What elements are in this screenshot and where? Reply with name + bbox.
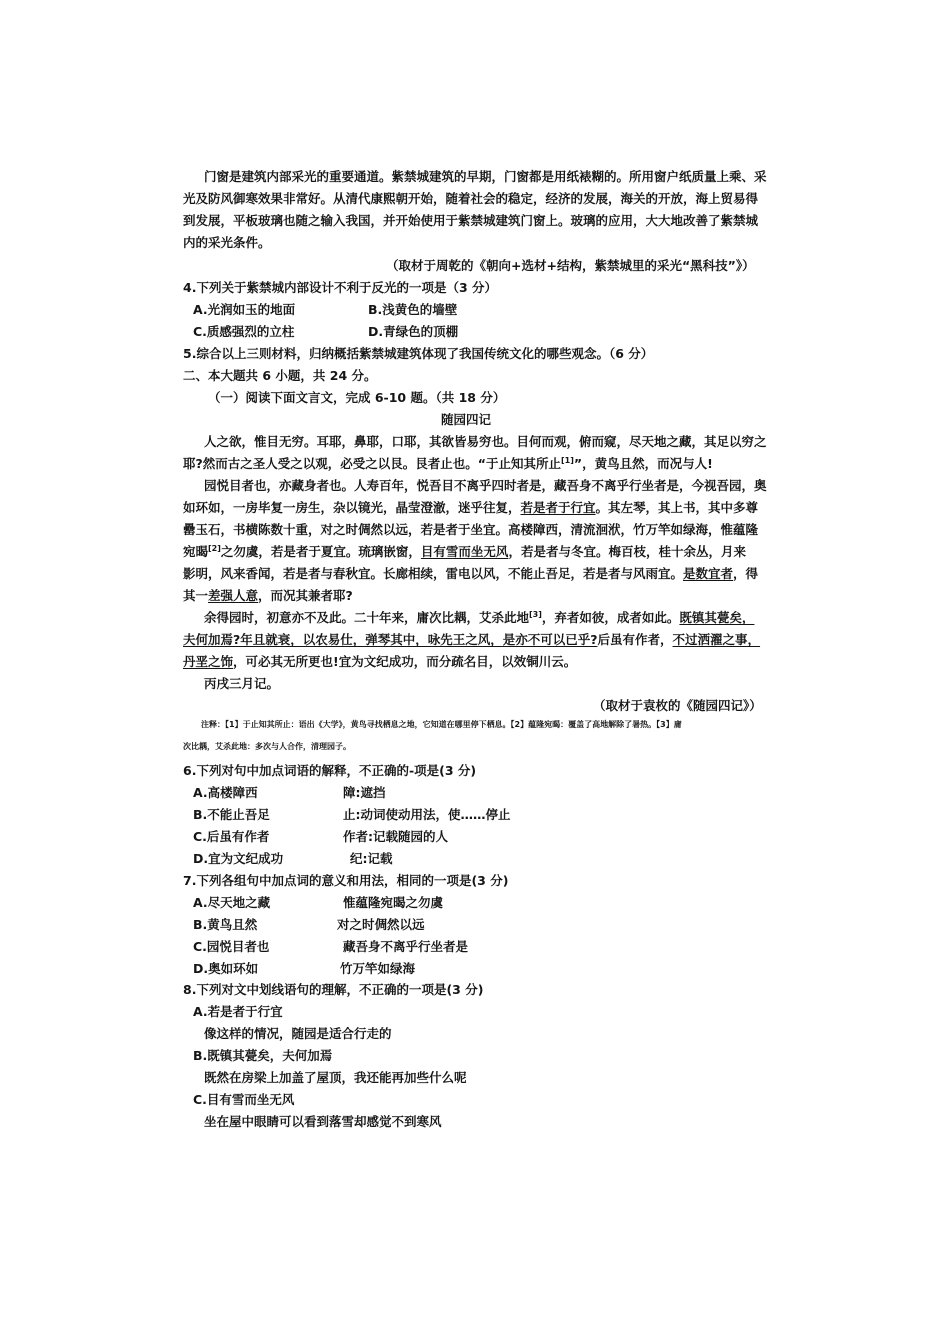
section-subheading: （一）阅读下面文言文，完成 6-10 题。（共 18 分）	[208, 390, 506, 405]
q8-option-a-explanation: 像这样的情况，随园是适合行走的	[204, 1026, 392, 1041]
q6-option-explanation: 纪:记载	[350, 851, 393, 866]
q6-option-label: A.高楼障西	[193, 785, 258, 800]
essay-line: 罍玉石，书横陈数十重，对之时倜然以远，若是者于坐宜。高楼障西，清流洄洑，竹万竿如绿海，惟蕴隆	[183, 522, 759, 537]
essay-line: 丹垩之饰，可必其无所更也!宜为文纪成功，而分疏名目，以效铜川云。	[183, 654, 577, 669]
annotation-line: 注释：【1】于止知其所止：语出《大学》，黄鸟寻找栖息之地，它知道在哪里停下栖息。【2】蕴隆宛暍：覆盖了高地解除了暑热。【3】庸	[201, 720, 682, 729]
passage-line: 内的采光条件。	[183, 235, 271, 250]
annotation-line: 次比耦，艾杀此地：多次与人合作，清理园子。	[183, 742, 351, 751]
essay-line: 余得园时，初意亦不及此。二十年来，庸次比耦，艾杀此地[3]，弃者如彼，成者如此。既镇其甍矣，	[204, 609, 755, 625]
essay-line: 园悦目者也，亦藏身者也。人寿百年，悦吾目不离乎四时者是，藏吾身不离乎行坐者是，今视吾园，奥	[204, 478, 767, 493]
q7-option-label: D.奥如环如	[193, 961, 259, 976]
q7-option-label: A.尽天地之藏	[193, 895, 271, 910]
essay-line: 如环如，一房毕复一房生，杂以镜光，晶莹澄澈，迷乎往复，若是者于行宜。其左琴，其上书，其中多尊	[183, 500, 759, 515]
q7-option-pair: 惟蕴隆宛暍之勿虞	[343, 895, 444, 910]
q8-option-c-explanation: 坐在屋中眼睛可以看到落雪却感觉不到寒风	[204, 1114, 442, 1129]
question-5-stem: 5.综合以上三则材料，归纳概括紫禁城建筑体现了我国传统文化的哪些观念。（6 分）	[183, 346, 654, 361]
source-citation: （取材于周乾的《朝向+选材+结构，紫禁城里的采光“黑科技”》）	[386, 258, 755, 273]
q4-option-d: D.青绿色的顶棚	[368, 324, 459, 339]
q7-option-pair: 对之时倜然以远	[337, 917, 425, 932]
underlined-sentence: 若是者于行宜	[520, 500, 596, 515]
q4-option-c: C.质感强烈的立柱	[193, 324, 295, 339]
underlined-phrase: 丹垩之饰	[183, 654, 234, 669]
q8-option-a: A.若是者于行宜	[193, 1004, 283, 1019]
underlined-sentence: 目有雪而坐无风	[420, 544, 509, 559]
q8-option-b-explanation: 既然在房梁上加盖了屋顶，我还能再加些什么呢	[204, 1070, 467, 1085]
q6-option-explanation: 作者:记载随园的人	[343, 829, 448, 844]
essay-line: 耶?然而古之圣人受之以观，必受之以艮。艮者止也。“于止知其所止[1]”，黄鸟且然，而况与人!	[183, 455, 713, 471]
essay-title: 随园四记	[441, 412, 492, 427]
passage-line: 到发展，平板玻璃也随之输入我国，并开始使用于紫禁城建筑门窗上。玻璃的应用，大大地改善了紫禁城	[183, 213, 759, 228]
source-citation: （取材于袁枚的《随园四记》）	[593, 698, 762, 713]
question-6-stem: 6.下列对句中加点词语的解释，不正确的-项是(3 分)	[183, 763, 477, 778]
question-4-stem: 4.下列关于紫禁城内部设计不利于反光的一项是（3 分）	[183, 280, 497, 295]
q6-option-explanation: 止:动词使动用法，使……停止	[343, 807, 511, 822]
q7-option-pair: 竹万竿如绿海	[340, 961, 416, 976]
section-heading: 二、本大题共 6 小题，共 24 分。	[183, 368, 377, 383]
q7-option-pair: 藏吾身不离乎行坐者是	[343, 939, 469, 954]
question-7-stem: 7.下列各组句中加点词的意义和用法，相同的一项是(3 分)	[183, 873, 509, 888]
footnote-marker: [3]	[529, 609, 542, 619]
underlined-phrase: 差强人意	[208, 588, 259, 603]
q7-option-label: C.园悦目者也	[193, 939, 270, 954]
essay-line: 夫何加焉?年且就衰，以农易仕，弹琴其中，咏先王之风，是亦不可以已乎?后虽有作者，不过洒濯之事，	[183, 632, 761, 647]
essay-line: 丙戌三月记。	[204, 676, 280, 691]
underlined-sentence: 夫何加焉?年且就衰，以农易仕，弹琴其中，咏先王之风，是亦不可以已乎?	[183, 632, 598, 647]
q6-option-label: C.后虽有作者	[193, 829, 270, 844]
essay-line: 影明，风来香闻，若是者与春秋宜。长廊相续，雷电以风，不能止吾足，若是者与风雨宜。是数宜者，得	[183, 566, 759, 581]
q6-option-label: B.不能止吾足	[193, 807, 270, 822]
underlined-sentence: 既镇其甍矣，	[679, 610, 755, 625]
passage-line: 光及防风御寒效果非常好。从清代康熙朝开始，随着社会的稳定，经济的发展，海关的开放，海上贸易得	[183, 191, 759, 206]
underlined-phrase: 不过洒濯之事，	[672, 632, 761, 647]
essay-line: 人之欲，惟目无穷。耳耶，鼻耶，口耶，其欲皆易穷也。目何而观，俯而窥，尽天地之藏，其足以穷之	[204, 434, 767, 449]
underlined-phrase: 是数宜者	[683, 566, 734, 581]
question-8-stem: 8.下列对文中划线语句的理解，不正确的一项是(3 分)	[183, 982, 484, 997]
q8-option-b: B.既镇其甍矣，夫何加焉	[193, 1048, 333, 1063]
footnote-marker: [2]	[208, 543, 221, 553]
q4-option-b: B.浅黄色的墙壁	[368, 302, 458, 317]
q6-option-explanation: 障:遮挡	[343, 785, 386, 800]
footnote-marker: [1]	[560, 455, 574, 465]
passage-line: 门窗是建筑内部采光的重要通道。紫禁城建筑的早期，门窗都是用纸裱糊的。所用窗户纸质量上乘、采	[204, 169, 767, 184]
q4-option-a: A.光润如玉的地面	[193, 302, 296, 317]
essay-line: 其一差强人意，而况其兼者耶?	[183, 588, 353, 603]
q8-option-c: C.目有雪而坐无风	[193, 1092, 295, 1107]
q7-option-label: B.黄鸟且然	[193, 917, 258, 932]
essay-line: 宛暍[2]之勿虞，若是者于夏宜。琉璃嵌窗，目有雪而坐无风，若是者与冬宜。梅百枝，桂十余丛，月来	[183, 543, 746, 559]
q6-option-label: D.宜为文纪成功	[193, 851, 284, 866]
